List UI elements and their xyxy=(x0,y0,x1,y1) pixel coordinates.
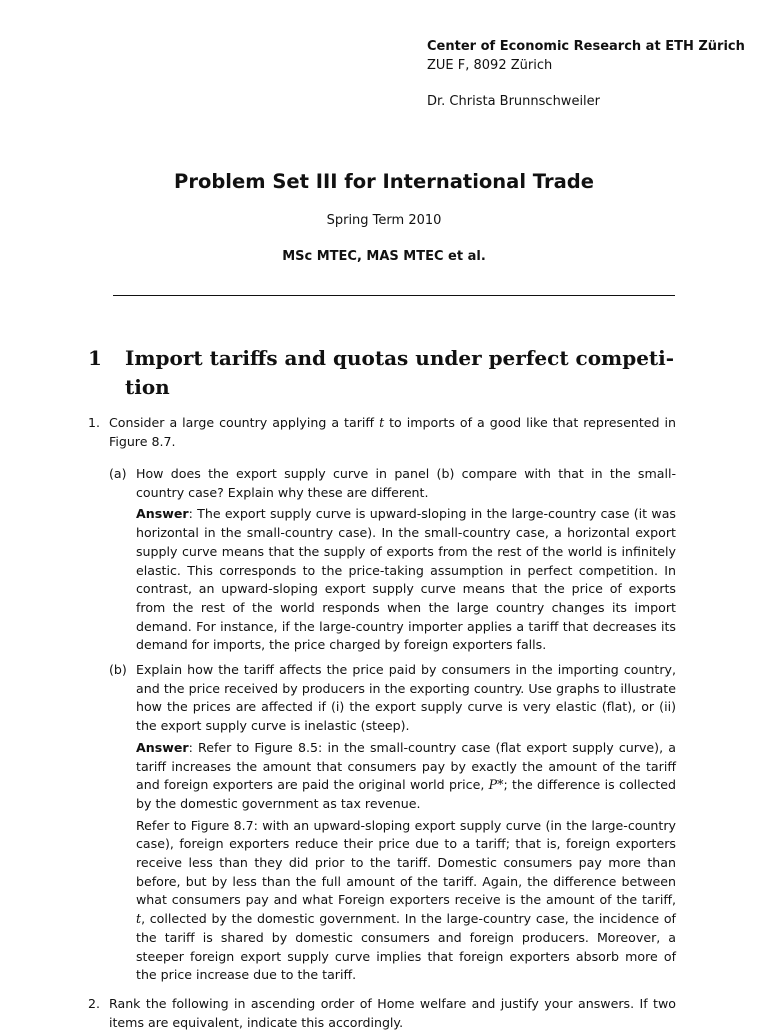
question-1 xyxy=(88,414,676,451)
section-title-line2: tion xyxy=(125,375,170,399)
q1a-answer: Answer: The export supply curve is upward-sloping in the large-country case (it was horizontal in the small-country case). In the small-country case, a horizontal export supply curve means that the supply of exports from the rest of the world is infinitely elastic. This corresponds to the price-taking assumption in perfect competition. In contrast, an upward-sloping export supply curve means that the price of exports from the rest of the world responds when the large country changes its import demand. For instance, if the large-country importer applies a tariff that decreases its demand for imports, the price charged by foreign exporters falls. xyxy=(136,506,676,653)
author: Dr. Christa Brunnschweiler xyxy=(427,94,601,109)
section-heading xyxy=(88,344,688,402)
q1-marker: 1. xyxy=(88,415,101,430)
q1b-question: Explain how the tariff affects the price paid by consumers in the importing country, and the price received by producers in the exporting country. Use graphs to illustrate how the prices are affected if (i) the export supply curve is very elastic (flat), or (ii) the export supply curve is inelastic (steep). xyxy=(136,662,676,734)
section-number: 1 xyxy=(88,346,102,370)
q1a-marker: (a) xyxy=(109,466,127,481)
q1b-marker: (b) xyxy=(109,662,127,677)
q1b-answer-paragraph-2: Refer to Figure 8.7: with an upward-sloping export supply curve (in the large-country case), foreign exporters reduce their price due to a tariff; that is, foreign exporters receive less than they did prior to the tariff. Domestic consumers pay more than before, but by less than the full amount of the tariff. Again, the difference between what consumers pay and what Foreign exporters receive is the amount of the tariff, t, collected by the domestic government. In the large-country case, the incidence of the tariff is shared by domestic consumers and foreign producers. Moreover, a steeper foreign export supply curve implies that foreign exporters absorb more of the price increase due to the tariff. xyxy=(136,817,676,983)
q1-text: Consider a large country applying a tariff t to imports of a good like that represented in Figure 8.7. xyxy=(109,415,676,449)
question-1a xyxy=(88,465,676,655)
question-1b xyxy=(88,661,676,985)
q2-text: Rank the following in ascending order of Home welfare and justify your answers. If two items are equivalent, indicate this accordingly. xyxy=(109,996,676,1030)
section-title-line1: Import tariffs and quotas under perfect competi- xyxy=(125,346,675,370)
horizontal-rule xyxy=(113,295,675,296)
term: Spring Term 2010 xyxy=(326,213,442,228)
address: ZUE F, 8092 Zürich xyxy=(427,57,553,73)
question-2 xyxy=(88,995,676,1032)
q2-marker: 2. xyxy=(88,996,101,1011)
q1a-question: How does the export supply curve in panel (b) compare with that in the small-country case? Explain why these are different. xyxy=(136,466,676,500)
institution: Center of Economic Research at ETH Zürich xyxy=(427,39,745,54)
page-title: Problem Set III for International Trade xyxy=(174,170,594,193)
header-block xyxy=(427,38,745,112)
program: MSc MTEC, MAS MTEC et al. xyxy=(282,249,486,264)
q1b-answer: Answer: Refer to Figure 8.5: in the small-country case (flat export supply curve), a tariff increases the amount that consumers pay by exactly the amount of the tariff and foreign exporters are paid the original world price, P*; the difference is collected by the domestic government as tax revenue. xyxy=(136,739,676,811)
